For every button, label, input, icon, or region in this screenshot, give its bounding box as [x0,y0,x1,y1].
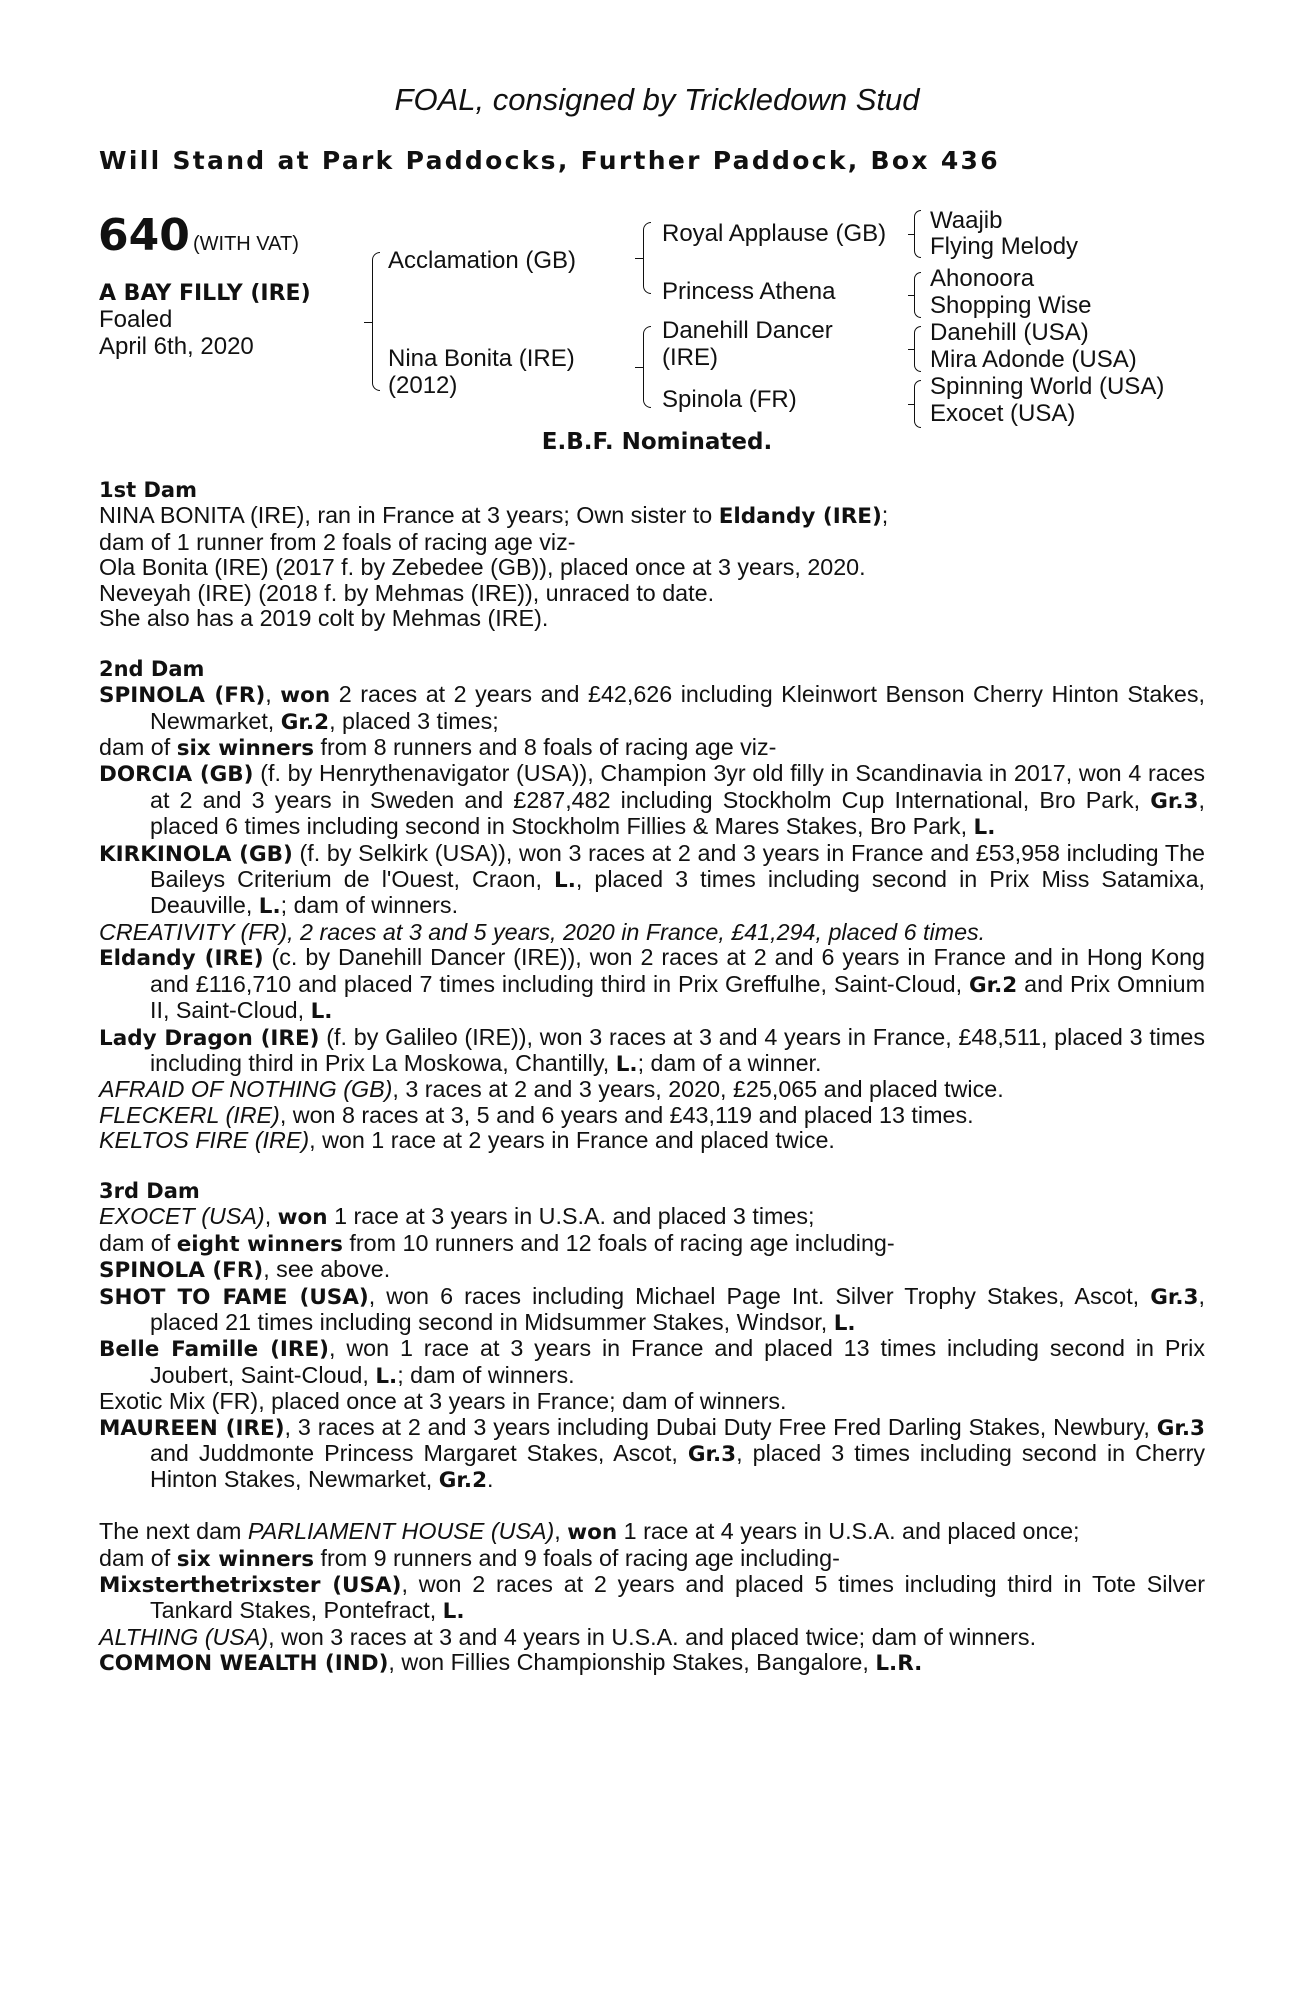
produce-entry [99,1336,1205,1389]
text: ; dam of winners. [397,1361,575,1388]
produce-entry [99,945,1205,1024]
text: and Juddmonte Princess Margaret Stakes, Ascot, [150,1440,688,1466]
text: 1 race at 4 years in U.S.A. and placed once; [617,1518,1080,1545]
grade-bold: Gr.2 [968,972,1018,998]
horse-name-bold: Belle Famille (IRE) [99,1337,329,1363]
text: (c. by Danehill Dancer (IRE)), won 2 races at 2 and 6 years in France and in Hong Kong and £116,710 and placed 7 times including third in Prix Greffulhe, Saint-Cloud, [150,944,1205,997]
text: (f. by Henrythenavigator (USA)), Champion 3yr old filly in Scandinavia in 2017, won 4 races at 2 and 3 years in Sweden and £287,482 including Stockholm Cup International, Bro Park, [150,760,1205,813]
pedigree-brace-ds [914,326,921,372]
grade-bold: Gr.3 [1150,788,1199,814]
pedigree-sire-sire: Royal Applause (GB) [662,220,887,247]
grade-bold: Gr.2 [438,1468,488,1494]
won-bold: won [277,1205,328,1231]
produce-entry [99,841,1205,920]
pedigree-brace-dd [914,380,921,428]
text: The next dam [99,1518,248,1545]
text: , won 1 race at 2 years in France and placed twice. [309,1127,835,1154]
horse-name-bold: DORCIA (GB) [99,762,254,788]
horse-name-bold: Eldandy (IRE) [99,946,264,972]
punct: ; [881,502,889,529]
next-dam-entry [99,1519,1205,1545]
text: , 2 races at 3 and 5 years, 2020 in France, £41,294, placed 6 times. [287,918,986,945]
pedigree-dd-dam: Exocet (USA) [930,400,1076,427]
listed-bold: L. [615,1051,638,1077]
pedigree-sd-sire: Ahonoora [930,265,1035,292]
horse-name-bold: Mixsterthetrixster (USA) [99,1573,402,1599]
third-dam-heading: 3rd Dam [99,1178,200,1203]
produce-entry [99,761,1205,840]
ebf-nominated: E.B.F. Nominated. [541,429,773,455]
third-dam-entry [99,1204,1205,1230]
text: , won 2 races at 2 years and placed 5 times including third in Tote Silver Tankard Stakes, Pontefract, [150,1571,1206,1624]
first-dam-line [99,503,1205,529]
text: , [264,1203,278,1230]
foaled-date: April 6th, 2020 [99,333,254,360]
text: ; dam of winners. [280,892,459,919]
horse-name-bold: SPINOLA (FR) [99,683,266,709]
pedigree-dam-sire: Danehill Dancer [662,317,833,344]
pedigree-dam-dam: Spinola (FR) [662,386,797,413]
pedigree-brace-dam [643,326,651,408]
text: , won 3 races at 3 and 4 years in U.S.A. and placed twice; dam of winners. [268,1623,1037,1650]
produce-entry [99,1025,1205,1078]
pedigree-brace-sd [914,272,921,318]
first-dam-heading: 1st Dam [99,478,197,502]
text: and Prix Omnium II, Saint-Cloud, [150,970,1206,1024]
pedigree-dam-year: (2012) [388,372,458,399]
consignment-line: FOAL, consigned by Trickledown Stud [394,82,920,117]
first-dam-text: NINA BONITA (IRE), ran in France at 3 years; Own sister to [99,502,719,529]
horse-name-italic: EXOCET (USA) [99,1203,265,1230]
text: , won 8 races at 3, 5 and 6 years and £43,119 and placed 13 times. [279,1101,974,1128]
stand-location: Will Stand at Park Paddocks, Further Paddock, Box 436 [99,146,1000,175]
pedigree-ss-dam: Flying Melody [930,233,1079,260]
catalogue-body [99,478,1205,1677]
text: (f. by Selkirk (USA)), won 3 races at 2 and 3 years in France and £53,958 including The Baileys Criterium de l'Ouest, Craon, [150,839,1205,893]
text: , placed 3 times including second in Cherry Hinton Stakes, Newmarket, [150,1440,1205,1493]
text: , won 1 race at 3 years in France and placed 13 times including second in Prix Joubert, Saint-Cloud, [150,1335,1205,1388]
text: . [487,1466,494,1493]
first-dam-note: She also has a 2019 colt by Mehmas (IRE). [99,605,549,632]
pedigree-sire-dam: Princess Athena [662,278,836,305]
horse-name-italic: KELTOS FIRE (IRE) [99,1127,310,1154]
text: 1 race at 3 years in U.S.A. and placed 3 times; [327,1203,815,1230]
horse-name-italic: AFRAID OF NOTHING (GB) [99,1076,393,1103]
listed-bold: L. [310,999,333,1025]
listed-bold: L. [973,815,996,841]
vat-note: (WITH VAT) [193,233,299,255]
text: , won Fillies Championship Stakes, Bangalore, [388,1649,876,1676]
pedigree-brace-ss [914,210,921,258]
listed-bold: L. [442,1599,465,1625]
third-dam-produce-summary [99,1231,1205,1257]
text: dam of [99,1229,177,1256]
second-dam-heading: 2nd Dam [99,656,205,681]
pedigree-dam: Nina Bonita (IRE) [388,345,575,372]
winners-bold: six winners [176,1546,315,1572]
grade-bold: Gr.2 [280,709,330,735]
horse-name-bold: Lady Dragon (IRE) [99,1025,320,1051]
second-dam-produce-summary [99,735,1205,761]
horse-name-bold: COMMON WEALTH (IND) [99,1651,389,1677]
produce-entry [99,1572,1205,1625]
produce-entry: Neveyah (IRE) (2018 f. by Mehmas (IRE)), unraced to date. [99,579,715,606]
text: (f. by Galileo (IRE)), won 3 races at 3 and 4 years in France, £48,511, placed 3 times including third in Prix La Moskowa, Chantilly, [150,1023,1205,1076]
winners-bold: eight winners [176,1231,343,1257]
second-dam-entry [99,682,1205,735]
horse-name: A BAY FILLY (IRE) [99,281,311,306]
text: from 8 runners and 8 foals of racing age viz- [314,734,777,761]
horse-name-bold: Eldandy (IRE) [718,504,882,530]
listed-bold: L. [833,1310,856,1336]
won-bold: won [567,1520,618,1546]
produce-entry [99,1650,1205,1676]
grade-bold: Gr.3 [1156,1415,1205,1441]
lot-number: 640 [98,210,190,261]
grade-bold: Gr.3 [1150,1284,1199,1310]
text: from 9 runners and 9 foals of racing age including- [314,1544,840,1571]
text: dam of [99,1544,177,1571]
pedigree-dam-sire-country: (IRE) [662,344,718,371]
won-bold: won [280,683,331,709]
produce-entry: Ola Bonita (IRE) (2017 f. by Zebedee (GB)), placed once at 3 years, 2020. [99,554,866,581]
pedigree-brace-sire [643,222,651,294]
horse-name-bold: SPINOLA (FR) [99,1258,264,1284]
horse-name-bold: SHOT TO FAME (USA) [99,1284,369,1310]
pedigree-sd-dam: Shopping Wise [930,292,1092,319]
horse-name-bold: MAUREEN (IRE) [99,1415,285,1441]
pedigree-brace-gen1 [372,252,380,391]
produce-entry [99,1128,1205,1153]
first-dam-produce-summary: dam of 1 runner from 2 foals of racing age viz- [99,528,576,555]
horse-name-bold: KIRKINOLA (GB) [99,841,293,867]
text: , 3 races at 2 and 3 years including Dubai Duty Free Fred Darling Stakes, Newbury, [284,1413,1157,1440]
grade-bold: Gr.3 [687,1442,737,1467]
text: , placed 3 times; [329,707,499,734]
text: , placed 6 times including second in Stockholm Fillies & Mares Stakes, Bro Park, [150,786,1205,840]
text: , placed 21 times including second in Midsummer Stakes, Windsor, [150,1282,1205,1335]
text: , placed 3 times including second in Prix Miss Satamixa, Deauville, [150,866,1205,919]
text: ; dam of a winner. [637,1049,822,1076]
produce-entry [99,1415,1205,1494]
listed-bold: L.R. [875,1651,923,1677]
pedigree-ss-sire: Waajib [930,207,1003,234]
text: from 10 runners and 12 foals of racing age including- [342,1229,895,1256]
pedigree-ds-dam: Mira Adonde (USA) [930,346,1137,373]
horse-name-italic: PARLIAMENT HOUSE (USA) [247,1518,555,1545]
listed-bold: L. [554,868,576,894]
produce-entry [99,920,1205,945]
pedigree-ds-sire: Danehill (USA) [930,319,1089,346]
text: , 3 races at 2 and 3 years, 2020, £25,065 and placed twice. [392,1076,1004,1103]
produce-entry [99,1077,1205,1102]
produce-entry [99,1257,1205,1283]
produce-entry [99,1625,1205,1650]
horse-name-italic: FLECKERL (IRE) [99,1101,280,1128]
text: 2 races at 2 years and £42,626 including Kleinwort Benson Cherry Hinton Stakes, Newmarket, [150,681,1206,734]
horse-name-italic: ALTHING (USA) [99,1623,269,1650]
produce-entry [99,1284,1205,1337]
text: dam of [99,734,177,761]
listed-bold: L. [258,894,281,920]
foaled-label: Foaled [99,306,173,333]
pedigree-sire: Acclamation (GB) [388,247,577,274]
next-dam-produce-summary [99,1546,1205,1572]
pedigree-dd-sire: Spinning World (USA) [930,373,1165,400]
text: , [265,681,281,708]
listed-bold: L. [375,1363,398,1389]
winners-bold: six winners [176,736,315,762]
horse-name-italic: CREATIVITY (FR) [99,918,288,945]
produce-entry [99,1103,1205,1128]
text: , [554,1518,568,1545]
produce-entry: Exotic Mix (FR), placed once at 3 years in France; dam of winners. [99,1388,787,1415]
text: , see above. [263,1256,391,1283]
text: , won 6 races including Michael Page Int. Silver Trophy Stakes, Ascot, [368,1282,1151,1309]
